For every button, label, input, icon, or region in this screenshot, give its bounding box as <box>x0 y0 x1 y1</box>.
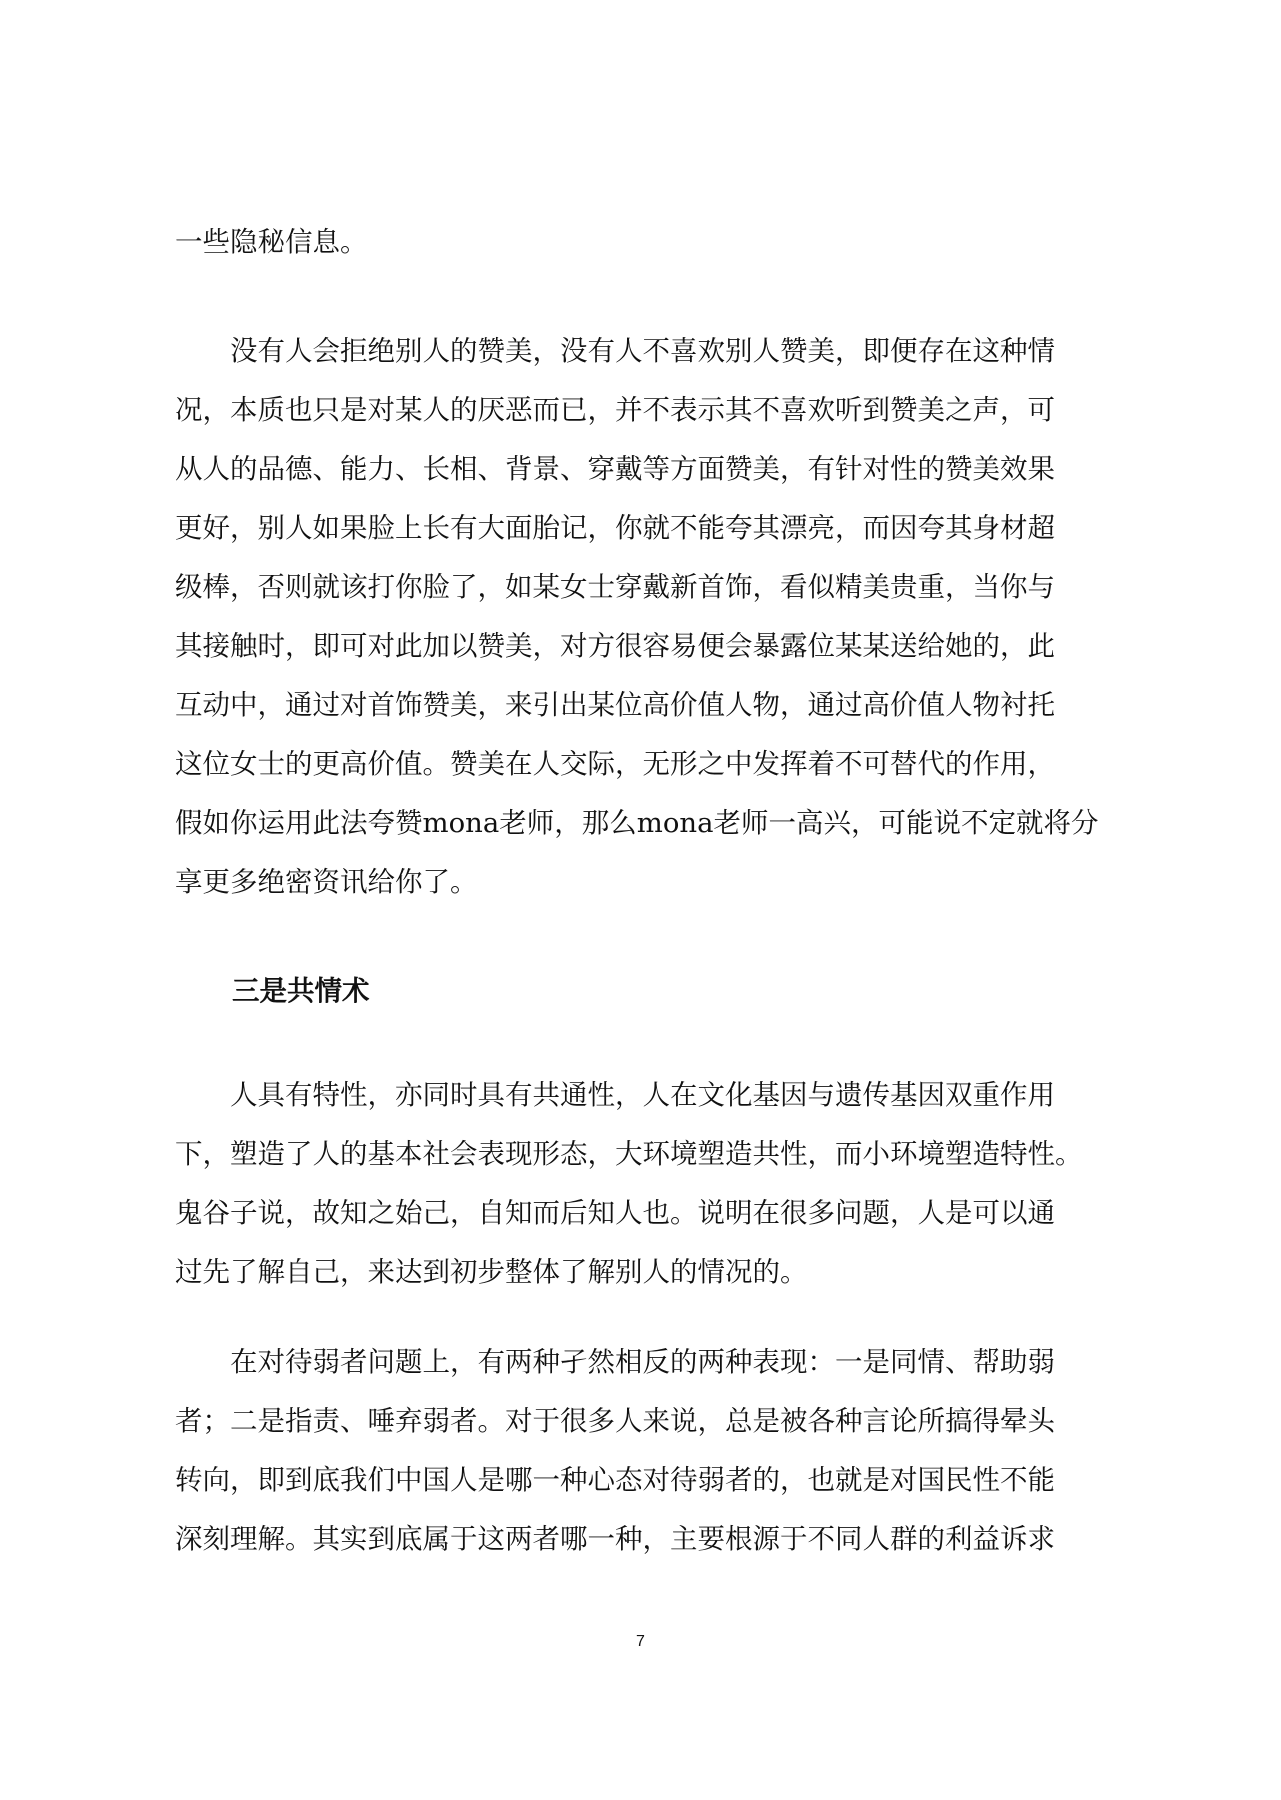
text-line: 互动中，通过对首饰赞美，来引出某位高价值人物，通过高价值人物衬托 <box>175 689 1055 721</box>
text-line: 况，本质也只是对某人的厌恶而已，并不表示其不喜欢听到赞美之声，可 <box>175 394 1055 426</box>
paragraph-2 <box>175 322 1115 912</box>
text-line: 一些隐秘信息。 <box>175 226 368 258</box>
paragraph-1 <box>175 213 1115 272</box>
text-line: 没有人会拒绝别人的赞美，没有人不喜欢别人赞美，即便存在这种情 <box>175 335 1055 367</box>
text-line: 深刻理解。其实到底属于这两者哪一种，主要根源于不同人群的利益诉求 <box>175 1523 1055 1555</box>
text-line: 假如你运用此法夸赞mona老师，那么mona老师一高兴，可能说不定就将分 <box>175 807 1099 839</box>
text-line: 过先了解自己，来达到初步整体了解别人的情况的。 <box>175 1256 808 1288</box>
paragraph-3 <box>175 1066 1115 1302</box>
text-line: 享更多绝密资讯给你了。 <box>175 866 478 898</box>
section-heading: 三是共情术 <box>232 975 370 1007</box>
text-line: 级棒，否则就该打你脸了，如某女士穿戴新首饰，看似精美贵重，当你与 <box>175 571 1055 603</box>
paragraph-4 <box>175 1333 1115 1569</box>
page-number: 7 <box>636 1633 645 1650</box>
text-line: 从人的品德、能力、长相、背景、穿戴等方面赞美，有针对性的赞美效果 <box>175 453 1055 485</box>
text-line: 这位女士的更高价值。赞美在人交际，无形之中发挥着不可替代的作用， <box>175 748 1055 780</box>
text-line: 其接触时，即可对此加以赞美，对方很容易便会暴露位某某送给她的，此 <box>175 630 1055 662</box>
text-line: 人具有特性，亦同时具有共通性，人在文化基因与遗传基因双重作用 <box>175 1079 1055 1111</box>
text-line: 鬼谷子说，故知之始己，自知而后知人也。说明在很多问题，人是可以通 <box>175 1197 1055 1229</box>
text-line: 更好，别人如果脸上长有大面胎记，你就不能夸其漂亮，而因夸其身材超 <box>175 512 1055 544</box>
text-line: 下，塑造了人的基本社会表现形态，大环境塑造共性，而小环境塑造特性。 <box>175 1138 1083 1170</box>
text-line: 在对待弱者问题上，有两种孑然相反的两种表现：一是同情、帮助弱 <box>175 1346 1055 1378</box>
text-line: 转向，即到底我们中国人是哪一种心态对待弱者的，也就是对国民性不能 <box>175 1464 1055 1496</box>
text-line: 者；二是指责、唾弃弱者。对于很多人来说，总是被各种言论所搞得晕头 <box>175 1405 1055 1437</box>
